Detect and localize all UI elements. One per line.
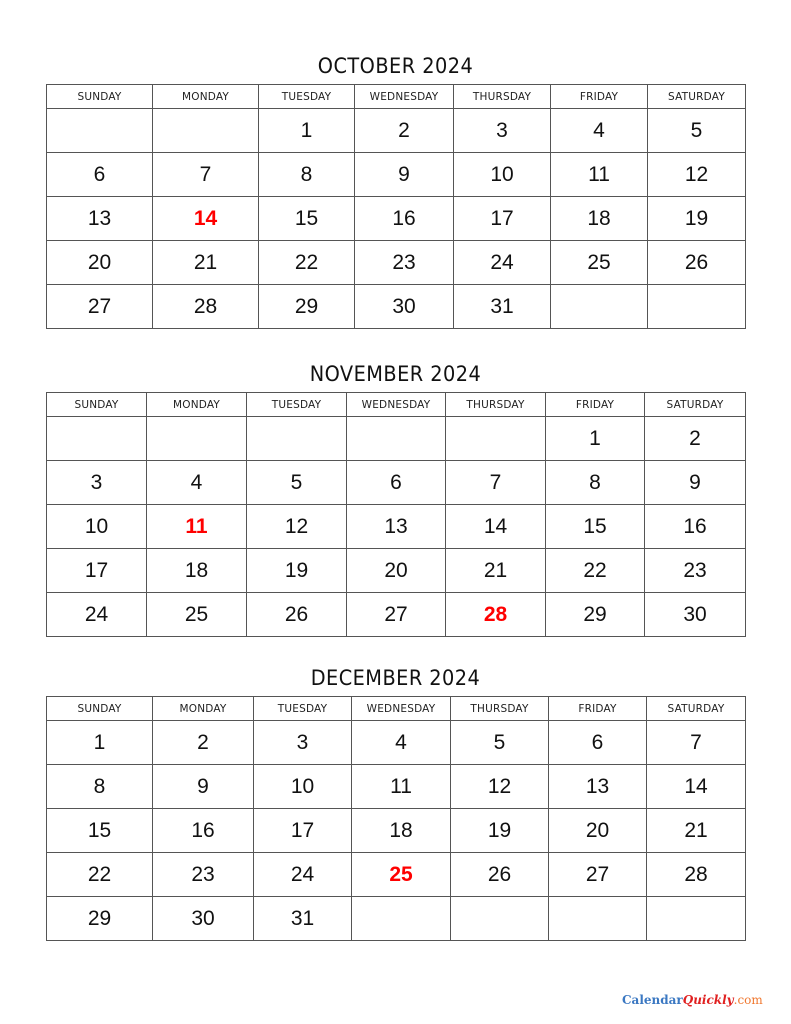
day-cell[interactable]: 18 [352,809,451,853]
day-cell[interactable]: 20 [47,241,153,285]
day-cell[interactable]: 27 [347,593,446,637]
day-cell[interactable]: 16 [153,809,254,853]
calendar-october [46,84,746,329]
day-cell[interactable]: 17 [454,197,551,241]
day-cell[interactable]: 29 [546,593,645,637]
weekday-header-row [47,393,746,417]
day-cell[interactable]: 10 [454,153,551,197]
day-cell[interactable]: 5 [451,721,549,765]
day-cell[interactable]: 24 [47,593,147,637]
day-cell[interactable]: 1 [546,417,645,461]
day-cell[interactable]: 4 [147,461,247,505]
day-cell[interactable]: 23 [645,549,746,593]
weekday-header-saturday: SATURDAY [647,697,746,721]
empty-day-cell [647,897,746,941]
weekday-header-friday: FRIDAY [551,85,648,109]
day-cell[interactable]: 31 [454,285,551,329]
weekday-header-thursday: THURSDAY [446,393,546,417]
week-row [47,109,746,153]
day-cell[interactable]: 16 [355,197,454,241]
day-cell[interactable]: 11 [352,765,451,809]
day-cell[interactable]: 24 [254,853,352,897]
day-cell[interactable]: 28 [153,285,259,329]
weekday-header-thursday: THURSDAY [451,697,549,721]
day-cell[interactable]: 14 [647,765,746,809]
day-cell[interactable]: 10 [47,505,147,549]
weekday-header-saturday: SATURDAY [645,393,746,417]
day-cell[interactable]: 4 [352,721,451,765]
day-cell[interactable]: 30 [645,593,746,637]
empty-day-cell [549,897,647,941]
week-row [47,461,746,505]
holiday-day-cell[interactable]: 28 [446,593,546,637]
weekday-header-thursday: THURSDAY [454,85,551,109]
brand-logo[interactable] [622,993,763,1007]
day-cell[interactable]: 23 [355,241,454,285]
day-cell[interactable]: 22 [546,549,645,593]
week-row [47,721,746,765]
day-cell[interactable]: 3 [47,461,147,505]
day-cell[interactable]: 31 [254,897,352,941]
day-cell[interactable]: 21 [647,809,746,853]
day-cell[interactable]: 30 [153,897,254,941]
empty-day-cell [147,417,247,461]
day-cell[interactable]: 28 [647,853,746,897]
day-cell[interactable]: 9 [645,461,746,505]
day-cell[interactable]: 6 [347,461,446,505]
day-cell[interactable]: 29 [47,897,153,941]
day-cell[interactable]: 23 [153,853,254,897]
day-cell[interactable]: 6 [47,153,153,197]
day-cell[interactable]: 13 [549,765,647,809]
day-cell[interactable]: 2 [645,417,746,461]
empty-day-cell [153,109,259,153]
day-cell[interactable]: 19 [451,809,549,853]
day-cell[interactable]: 17 [254,809,352,853]
month-title-december: DECEMBER 2024 [310,666,481,690]
day-cell[interactable]: 2 [153,721,254,765]
day-cell[interactable]: 13 [47,197,153,241]
day-cell[interactable]: 15 [47,809,153,853]
day-cell[interactable]: 15 [546,505,645,549]
week-row [47,549,746,593]
day-cell[interactable]: 26 [451,853,549,897]
day-cell[interactable]: 4 [551,109,648,153]
weekday-header-row [47,85,746,109]
week-row [47,505,746,549]
week-row [47,417,746,461]
weekday-header-tuesday: TUESDAY [254,697,352,721]
weekday-header-monday: MONDAY [153,697,254,721]
calendar-december [46,696,746,941]
week-row [47,593,746,637]
day-cell[interactable]: 20 [549,809,647,853]
day-cell[interactable]: 9 [355,153,454,197]
day-cell[interactable]: 6 [549,721,647,765]
month-title-october: OCTOBER 2024 [317,54,474,78]
weekday-header-wednesday: WEDNESDAY [355,85,454,109]
day-cell[interactable]: 8 [47,765,153,809]
day-cell[interactable]: 5 [648,109,746,153]
weekday-header-monday: MONDAY [147,393,247,417]
weekday-header-saturday: SATURDAY [648,85,746,109]
day-cell[interactable]: 27 [549,853,647,897]
day-cell[interactable]: 17 [47,549,147,593]
day-cell[interactable]: 29 [259,285,355,329]
day-cell[interactable]: 8 [259,153,355,197]
day-cell[interactable]: 22 [259,241,355,285]
day-cell[interactable]: 21 [446,549,546,593]
weekday-header-row [47,697,746,721]
day-cell[interactable]: 24 [454,241,551,285]
day-cell[interactable]: 22 [47,853,153,897]
day-cell[interactable]: 18 [147,549,247,593]
weekday-header-tuesday: TUESDAY [247,393,347,417]
month-title-november: NOVEMBER 2024 [309,362,482,386]
weekday-header-friday: FRIDAY [546,393,645,417]
day-cell[interactable]: 9 [153,765,254,809]
day-cell[interactable]: 7 [153,153,259,197]
day-cell[interactable]: 12 [648,153,746,197]
day-cell[interactable]: 1 [259,109,355,153]
day-cell[interactable]: 12 [247,505,347,549]
weekday-header-tuesday: TUESDAY [259,85,355,109]
day-cell[interactable]: 25 [551,241,648,285]
day-cell[interactable]: 13 [347,505,446,549]
day-cell[interactable]: 11 [551,153,648,197]
day-cell[interactable]: 2 [355,109,454,153]
day-cell[interactable]: 7 [647,721,746,765]
holiday-day-cell[interactable]: 11 [147,505,247,549]
empty-day-cell [247,417,347,461]
weekday-header-wednesday: WEDNESDAY [347,393,446,417]
empty-day-cell [352,897,451,941]
day-cell[interactable]: 30 [355,285,454,329]
empty-day-cell [446,417,546,461]
week-row [47,765,746,809]
day-cell[interactable]: 12 [451,765,549,809]
day-cell[interactable]: 16 [645,505,746,549]
day-cell[interactable]: 7 [446,461,546,505]
day-cell[interactable]: 15 [259,197,355,241]
week-row [47,197,746,241]
day-cell[interactable]: 25 [147,593,247,637]
brand-part-com: .com [733,993,763,1007]
weekday-header-sunday: SUNDAY [47,393,147,417]
week-row [47,897,746,941]
weekday-header-monday: MONDAY [153,85,259,109]
empty-day-cell [47,109,153,153]
day-cell[interactable]: 8 [546,461,645,505]
week-row [47,153,746,197]
week-row [47,853,746,897]
week-row [47,285,746,329]
empty-day-cell [648,285,746,329]
empty-day-cell [347,417,446,461]
day-cell[interactable]: 10 [254,765,352,809]
day-cell[interactable]: 5 [247,461,347,505]
day-cell[interactable]: 20 [347,549,446,593]
brand-part-calendar: Calendar [622,993,683,1007]
holiday-day-cell[interactable]: 25 [352,853,451,897]
weekday-header-wednesday: WEDNESDAY [352,697,451,721]
empty-day-cell [551,285,648,329]
brand-part-quickly: Quickly [682,993,734,1007]
weekday-header-friday: FRIDAY [549,697,647,721]
day-cell[interactable]: 1 [47,721,153,765]
day-cell[interactable]: 27 [47,285,153,329]
empty-day-cell [451,897,549,941]
day-cell[interactable]: 14 [446,505,546,549]
day-cell[interactable]: 3 [454,109,551,153]
week-row [47,241,746,285]
empty-day-cell [47,417,147,461]
week-row [47,809,746,853]
day-cell[interactable]: 3 [254,721,352,765]
day-cell[interactable]: 21 [153,241,259,285]
weekday-header-sunday: SUNDAY [47,85,153,109]
calendar-november [46,392,746,637]
day-cell[interactable]: 26 [648,241,746,285]
day-cell[interactable]: 18 [551,197,648,241]
day-cell[interactable]: 19 [247,549,347,593]
weekday-header-sunday: SUNDAY [47,697,153,721]
holiday-day-cell[interactable]: 14 [153,197,259,241]
day-cell[interactable]: 26 [247,593,347,637]
day-cell[interactable]: 19 [648,197,746,241]
